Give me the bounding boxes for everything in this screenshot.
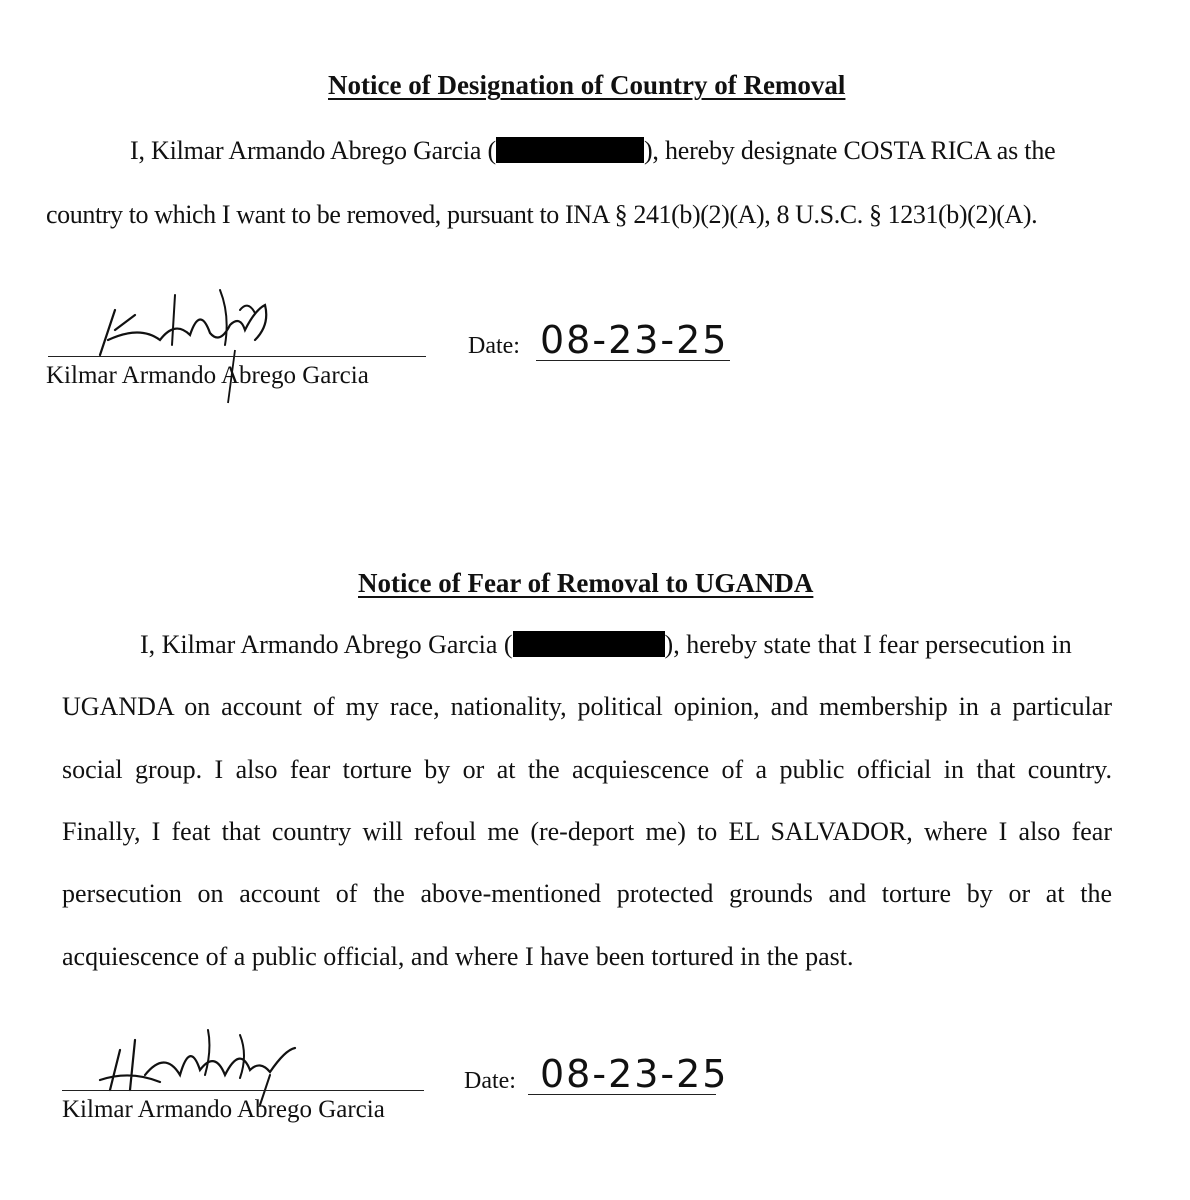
date-label-1: Date: xyxy=(468,333,520,359)
fear-line-3: social group. I also fear torture by or at the acquiescence of a public official in that country. xyxy=(62,755,1112,784)
date-label-2: Date: xyxy=(464,1068,516,1094)
date-value-1: 08-23-25 xyxy=(540,318,729,362)
fear-line-2: UGANDA on account of my race, nationality, political opinion, and membership in a particular xyxy=(62,692,1112,721)
fear-title: Notice of Fear of Removal to UGANDA xyxy=(358,568,814,598)
designation-title: Notice of Designation of Country of Removal xyxy=(328,70,846,100)
designation-line-1-start: I, Kilmar Armando Abrego Garcia ( xyxy=(130,136,496,165)
fear-line-5: persecution on account of the above-mentioned protected grounds and torture by or at the xyxy=(62,879,1112,908)
designation-line-1-end: ), hereby designate COSTA RICA as the xyxy=(643,136,1056,165)
fear-line-6: acquiescence of a public official, and where I have been tortured in the past. xyxy=(62,942,854,971)
signer-name-1: Kilmar Armando Abrego Garcia xyxy=(46,362,369,389)
fear-line-1 xyxy=(140,630,1072,660)
date-line-2 xyxy=(528,1094,716,1095)
date-line-1 xyxy=(536,360,730,361)
fear-line-1-end: ), hereby state that I fear persecution in xyxy=(664,630,1072,659)
redaction-box xyxy=(513,631,665,657)
signature-line-2 xyxy=(62,1090,424,1091)
designation-line-2: country to which I want to be removed, pursuant to INA § 241(b)(2)(A), 8 U.S.C. § 1231(b)(2)(A). xyxy=(46,200,1038,229)
signer-name-2: Kilmar Armando Abrego Garcia xyxy=(62,1096,385,1123)
date-value-2: 08-23-25 xyxy=(540,1052,729,1096)
designation-line-1 xyxy=(130,136,1055,166)
signature-line-1 xyxy=(48,356,426,357)
fear-line-1-start: I, Kilmar Armando Abrego Garcia ( xyxy=(140,630,513,659)
redaction-box xyxy=(496,137,644,163)
fear-line-4: Finally, I feat that country will refoul me (re-deport me) to EL SALVADOR, where I also fear xyxy=(62,817,1112,846)
